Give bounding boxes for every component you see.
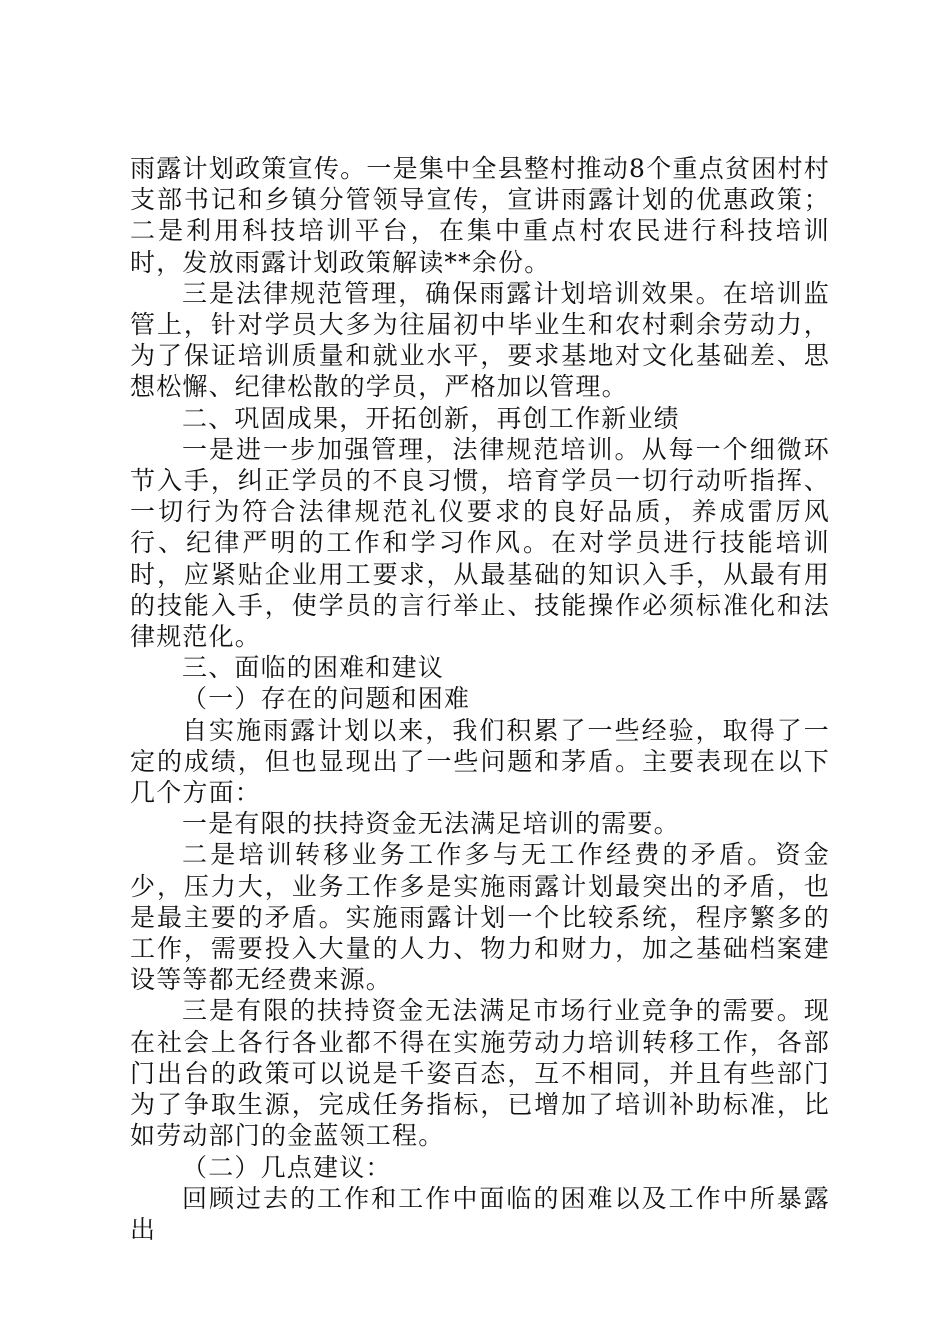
document-body <box>130 153 830 1245</box>
paragraph-review: 回顾过去的工作和工作中面临的困难以及工作中所暴露出 <box>130 1183 830 1244</box>
paragraph-workload-conflict: 二是培训转移业务工作多与无工作经费的矛盾。资金少，压力大，业务工作多是实施雨露计划最突出的矛盾，也是最主要的矛盾。实施雨露计划一个比较系统，程序繁多的工作，需要投入大量的人力、物力和财力，加之基础档案建设等等都无经费来源。 <box>130 840 830 995</box>
paragraph-limited-funds: 一是有限的扶持资金无法满足培训的需要。 <box>182 809 680 839</box>
paragraph-legal-management: 三是法律规范管理，确保雨露计划培训效果。在培训监管上，针对学员大多为往届初中毕业生和农村剩余劳动力，为了保证培训质量和就业水平，要求基地对文化基础差、思想松懈、纪律松散的学员，严格加以管理。 <box>130 278 830 402</box>
paragraph-policy-publicity: 雨露计划政策宣传。一是集中全县整村推动8个重点贫困村村支部书记和乡镇分管领导宣传，宣讲雨露计划的优惠政策；二是利用科技培训平台，在集中重点村农民进行科技培训时，发放雨露计划政策解读**余份。 <box>130 154 830 277</box>
subsection-heading-problems: （一）存在的问题和困难 <box>182 684 471 714</box>
paragraph-strengthen-management: 一是进一步加强管理，法律规范培训。从每一个细微环节入手，纠正学员的不良习惯，培育学员一切行动听指挥、一切行为符合法律规范礼仪要求的良好品质，养成雷厉风行、纪律严明的工作和学习作风。在对学员进行技能培训时，应紧贴企业用工要求，从最基础的知识入手，从最有用的技能入手，使学员的言行举止、技能操作必须标准化和法律规范化。 <box>130 434 830 652</box>
paragraph-market-competition: 三是有限的扶持资金无法满足市场行业竞争的需要。现在社会上各行各业都不得在实施劳动力培训转移工作，各部门出台的政策可以说是千姿百态，互不相同，并且有些部门为了争取生源，完成任务指标，已增加了培训补助标准，比如劳动部门的金蓝领工程。 <box>130 996 830 1151</box>
subsection-heading-suggestions: （二）几点建议： <box>182 1152 392 1182</box>
section-heading-consolidate-results: 二、巩固成果，开拓创新，再创工作新业绩 <box>182 403 680 433</box>
paragraph-experience-summary: 自实施雨露计划以来，我们积累了一些经验，取得了一定的成绩，但也显现出了一些问题和茅盾。主要表现在以下几个方面： <box>130 715 830 808</box>
section-heading-difficulties: 三、面临的困难和建议 <box>182 653 445 683</box>
